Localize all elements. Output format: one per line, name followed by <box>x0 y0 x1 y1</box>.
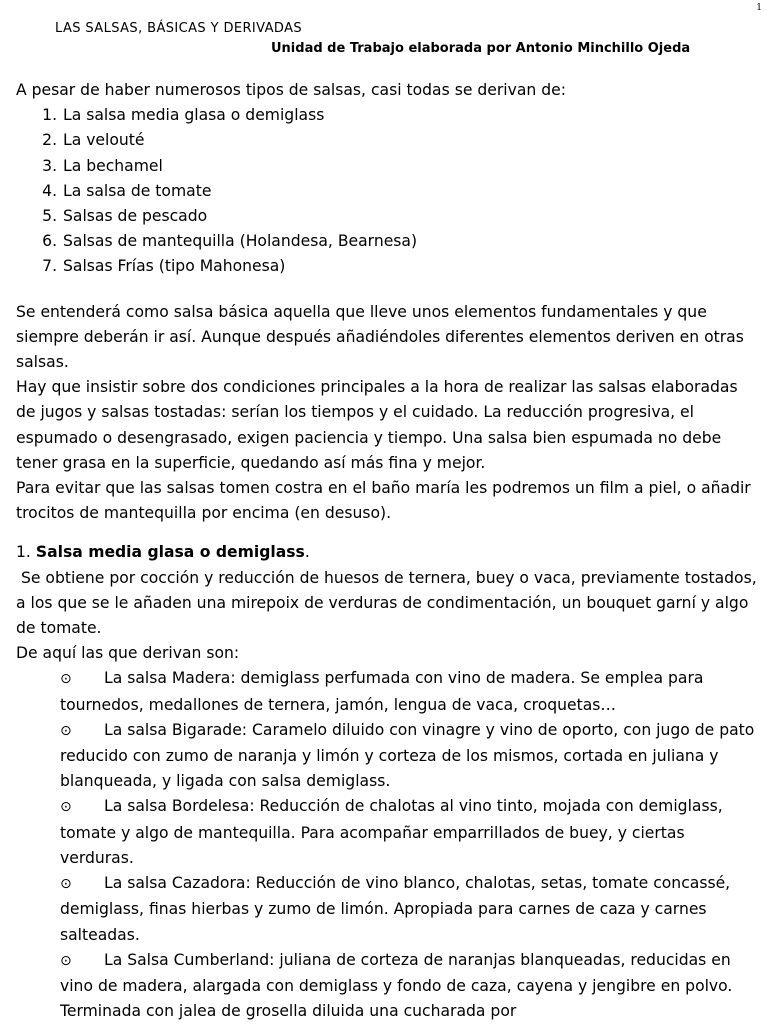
derived-intro: De aquí las que derivan son: <box>16 644 240 663</box>
section-heading <box>16 540 761 565</box>
document-body <box>16 78 761 1024</box>
bullet-icon: ⊙ <box>60 722 72 739</box>
list-item <box>60 718 761 795</box>
intro-paragraph: A pesar de haber numerosos tipos de salsas, casi todas se derivan de: <box>16 81 566 99</box>
list-item-text: La salsa Bordelesa: Reducción de chalotas al vino tinto, mojada con demiglass, tomate y algo de mantequilla. Para acompañar emparrillados de buey, y ciertas verduras. <box>60 797 723 867</box>
section-number: 1. <box>16 543 31 562</box>
section-description: Se obtiene por cocción y reducción de huesos de ternera, buey o vaca, previamente tostados, a los que se le añaden una mirepoix de verduras de condimentación, un bouquet garní y algo de tomate. <box>16 568 762 638</box>
bullet-icon: ⊙ <box>60 671 72 688</box>
body-paragraph: Hay que insistir sobre dos condiciones principales a la hora de realizar las salsas elaboradas de jugos y salsas tostadas: serían los tiempos y el cuidado. La reducción progresiva, el espumado o desengrasado, exigen paciencia y tiempo. Una salsa bien espumada no debe tener grasa en la superficie, quedando así más fina y mejor. <box>16 378 738 472</box>
derived-sauces-list <box>16 666 761 1024</box>
body-paragraph: Para evitar que las salsas tomen costra en el baño maría les podremos un film a piel, o añadir trocitos de mantequilla por encima (en desuso). <box>16 479 751 523</box>
basic-sauces-list <box>16 103 761 279</box>
bullet-icon: ⊙ <box>60 952 72 969</box>
list-item-text: La Salsa Cumberland: juliana de corteza de naranjas blanqueadas, reducidas en vino de madera, alargada con demiglass y fondo de caza, cayena y jengibre en polvo. Terminada con jalea de grosella diluida una cucharada por <box>60 950 733 1021</box>
list-item-text: La salsa Madera: demiglass perfumada con vino de madera. Se emplea para tournedos, medallones de ternera, jamón, lengua de vaca, croquetas… <box>60 669 704 714</box>
body-paragraph: Se entenderá como salsa básica aquella que lleve unos elementos fundamentales y que siempre deberán ir así. Aunque después añadiéndoles diferentes elementos deriven en otras salsas. <box>16 302 744 372</box>
list-item: 4. La salsa de tomate <box>62 179 761 204</box>
list-item <box>60 948 761 1024</box>
bullet-icon: ⊙ <box>60 876 72 893</box>
list-item: 7. Salsas Frías (tipo Mahonesa) <box>62 254 761 279</box>
document-title: LAS SALSAS, BÁSICAS Y DERIVADAS <box>55 21 303 36</box>
page-number: 1 <box>756 3 762 13</box>
list-item: 2. La velouté <box>62 128 761 153</box>
list-item-text: La salsa Cazadora: Reducción de vino blanco, chalotas, setas, tomate concassé, demiglass, finas hierbas y zumo de limón. Apropiada para carnes de caza y carnes salteadas. <box>60 874 731 944</box>
document-author: Unidad de Trabajo elaborada por Antonio Minchillo Ojeda <box>271 41 691 56</box>
list-item: 3. La bechamel <box>62 154 761 179</box>
list-item-text: La salsa Bigarade: Caramelo diluido con vinagre y vino de oporto, con jugo de pato reducido con zumo de naranja y limón y corteza de los mismos, cortada en juliana y blanqueada, y ligada con salsa demiglass. <box>60 720 755 791</box>
section-title: Salsa media glasa o demiglass <box>35 543 305 562</box>
list-item: 5. Salsas de pescado <box>62 204 761 229</box>
list-item: 1. La salsa media glasa o demiglass <box>62 103 761 128</box>
section-period: . <box>304 543 310 562</box>
list-item <box>60 794 761 871</box>
list-item <box>60 871 761 948</box>
bullet-icon: ⊙ <box>60 799 72 816</box>
list-item <box>60 666 761 717</box>
list-item: 6. Salsas de mantequilla (Holandesa, Bearnesa) <box>62 229 761 254</box>
